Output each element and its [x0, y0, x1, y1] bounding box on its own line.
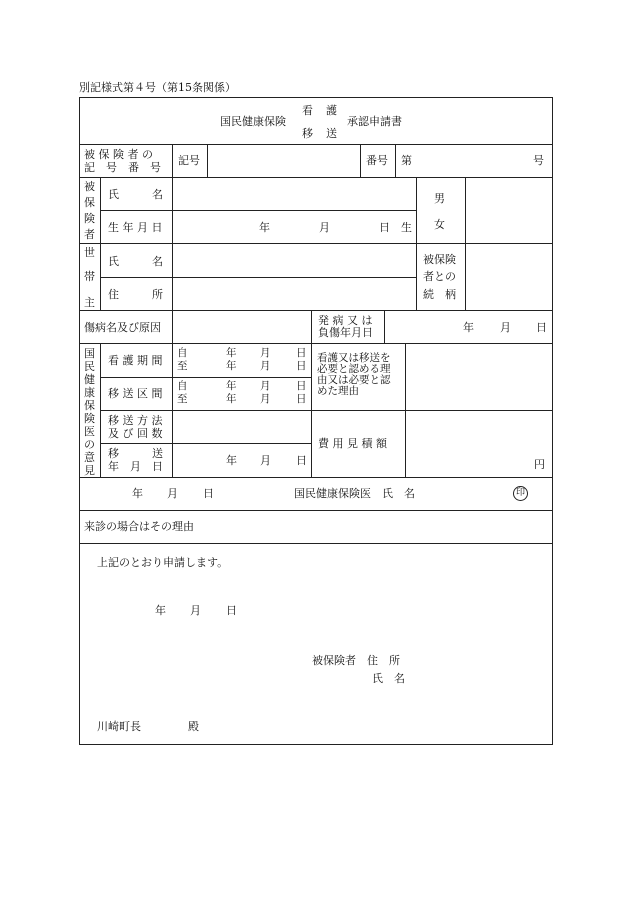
transport-to-year: 年: [226, 393, 237, 405]
onset-label-2: 負傷年月日: [318, 326, 373, 339]
rule-nursing-bottom: [100, 377, 311, 378]
onset-day: 日: [536, 321, 547, 334]
rule-v: [360, 144, 361, 177]
bango-label: 番号: [366, 154, 388, 167]
illness-label: 傷病名及び原因: [84, 321, 161, 334]
nursing-to-month: 月: [260, 360, 271, 372]
rule-v: [172, 177, 173, 310]
dai-label: 第: [401, 154, 412, 167]
rule-v: [465, 177, 466, 310]
insured-birth-label: 生 年 月 日: [108, 221, 163, 234]
sex-male: 男: [434, 192, 445, 205]
rule-v: [207, 144, 208, 177]
rule-insured-mid: [100, 210, 416, 211]
title-go: 護: [326, 104, 337, 117]
kigo-label: 記号: [178, 154, 200, 167]
rule-visit-bottom: [79, 543, 552, 544]
relation-label-2: 者との: [423, 270, 456, 283]
transport-from-month: 月: [260, 380, 271, 392]
reason-label-4: めた理由: [317, 385, 359, 397]
cost-label: 費 用 見 積 額: [318, 437, 387, 450]
applicant-name-label: 氏 名: [372, 672, 405, 685]
transport-date-year: 年: [226, 454, 237, 467]
rule-v: [416, 177, 417, 310]
rule-v: [405, 343, 406, 477]
onset-year: 年: [463, 321, 474, 334]
application-statement: 上記のとおり申請します。: [97, 556, 229, 569]
head-vlabel-2: 帯: [84, 270, 95, 283]
opinion-vlabel: 健: [84, 373, 95, 386]
insured-symbol-label: 被 保 険 者 の: [84, 148, 153, 161]
transport-date-month: 月: [260, 454, 271, 467]
seal-mark: 印: [513, 486, 528, 501]
transport-date-label-1: 移 送: [108, 447, 163, 460]
addressee: 川崎町長: [97, 720, 141, 733]
relation-label-3: 続 柄: [423, 288, 456, 301]
application-month: 月: [190, 604, 201, 617]
birth-month: 月: [319, 221, 330, 234]
opinion-vlabel: 康: [84, 386, 95, 399]
onset-month: 月: [500, 321, 511, 334]
opinion-vlabel: 意: [84, 451, 95, 464]
sign-year: 年: [132, 487, 143, 500]
transport-date-label-2: 年 月 日: [108, 460, 163, 473]
insured-vlabel-1: 被: [84, 180, 95, 193]
opinion-vlabel: 国: [84, 347, 95, 360]
sign-day: 日: [203, 487, 214, 500]
head-vlabel-1: 世: [84, 246, 95, 259]
method-label-2: 及 び 回 数: [108, 427, 163, 440]
head-vlabel-3: 主: [84, 296, 95, 309]
transport-from: 自: [177, 380, 188, 392]
insured-name-label: 氏 名: [108, 188, 163, 201]
title-i: 移: [302, 127, 313, 140]
head-name-label: 氏 名: [108, 255, 163, 268]
insured-symbol-label-2: 記 号 番 号: [84, 161, 161, 174]
transport-date-day: 日: [296, 454, 307, 467]
go-label: 号: [533, 154, 544, 167]
opinion-vlabel: 医: [84, 425, 95, 438]
rule-v: [311, 310, 312, 343]
nursing-period-label: 看 護 期 間: [108, 354, 163, 367]
form-number: 別記様式第４号（第15条関係）: [79, 81, 236, 94]
title-sou: 送: [326, 127, 337, 140]
application-day: 日: [226, 604, 237, 617]
rule-method-bottom: [100, 443, 311, 444]
birth-suffix: 生: [401, 221, 412, 234]
birth-day: 日: [379, 221, 390, 234]
rule-opinion-bottom: [79, 477, 552, 478]
rule-transport-bottom: [100, 410, 552, 411]
nursing-from-month: 月: [260, 347, 271, 359]
title-prefix: 国民健康保険: [220, 115, 286, 128]
head-address-label: 住 所: [108, 288, 163, 301]
onset-label-1: 発 病 又 は: [318, 314, 373, 327]
opinion-vlabel: の: [84, 438, 95, 451]
rule-title-bottom: [79, 144, 552, 145]
reason-label-3: 由又は必要と認: [317, 374, 391, 386]
reason-label-1: 看護又は移送を: [317, 352, 391, 364]
birth-year: 年: [259, 221, 270, 234]
nursing-from: 自: [177, 347, 188, 359]
rule-v: [311, 343, 312, 477]
nursing-to-day: 日: [296, 360, 307, 372]
reason-label-2: 必要と認める理: [317, 363, 391, 375]
rule-v: [384, 310, 385, 343]
nursing-from-day: 日: [296, 347, 307, 359]
nursing-from-year: 年: [226, 347, 237, 359]
sign-month: 月: [167, 487, 178, 500]
method-label-1: 移 送 方 法: [108, 414, 163, 427]
rule-insured-bottom: [79, 243, 552, 244]
doctor-name-label: 国民健康保険医 氏 名: [294, 487, 415, 500]
yen-label: 円: [534, 458, 545, 471]
title-kan: 看: [302, 104, 313, 117]
sex-female: 女: [434, 218, 445, 231]
rule-v: [395, 144, 396, 177]
title-suffix: 承認申請書: [347, 115, 402, 128]
rule-v: [100, 343, 101, 477]
transport-from-day: 日: [296, 380, 307, 392]
transport-to: 至: [177, 393, 188, 405]
applicant-address-label: 被保険者 住 所: [312, 654, 400, 667]
insured-vlabel-2: 保: [84, 196, 95, 209]
rule-header-bottom: [79, 177, 552, 178]
rule-head-bottom: [79, 310, 552, 311]
rule-v: [172, 310, 173, 343]
visit-reason-label: 来診の場合はその理由: [84, 520, 194, 533]
rule-v: [172, 144, 173, 177]
transport-from-year: 年: [226, 380, 237, 392]
rule-sign-bottom: [79, 510, 552, 511]
transport-to-month: 月: [260, 393, 271, 405]
transport-section-label: 移 送 区 間: [108, 387, 163, 400]
insured-vlabel-3: 険: [84, 212, 95, 225]
relation-label-1: 被保険: [423, 253, 456, 266]
insured-vlabel-4: 者: [84, 228, 95, 241]
rule-v: [100, 177, 101, 310]
opinion-vlabel: 見: [84, 464, 95, 477]
addressee-honorific: 殿: [188, 720, 199, 733]
opinion-vlabel: 民: [84, 360, 95, 373]
application-year: 年: [155, 604, 166, 617]
opinion-vlabel: 険: [84, 412, 95, 425]
transport-to-day: 日: [296, 393, 307, 405]
rule-illness-bottom: [79, 343, 552, 344]
rule-v: [172, 343, 173, 477]
rule-head-mid: [100, 277, 416, 278]
opinion-vlabel: 保: [84, 399, 95, 412]
nursing-to: 至: [177, 360, 188, 372]
nursing-to-year: 年: [226, 360, 237, 372]
